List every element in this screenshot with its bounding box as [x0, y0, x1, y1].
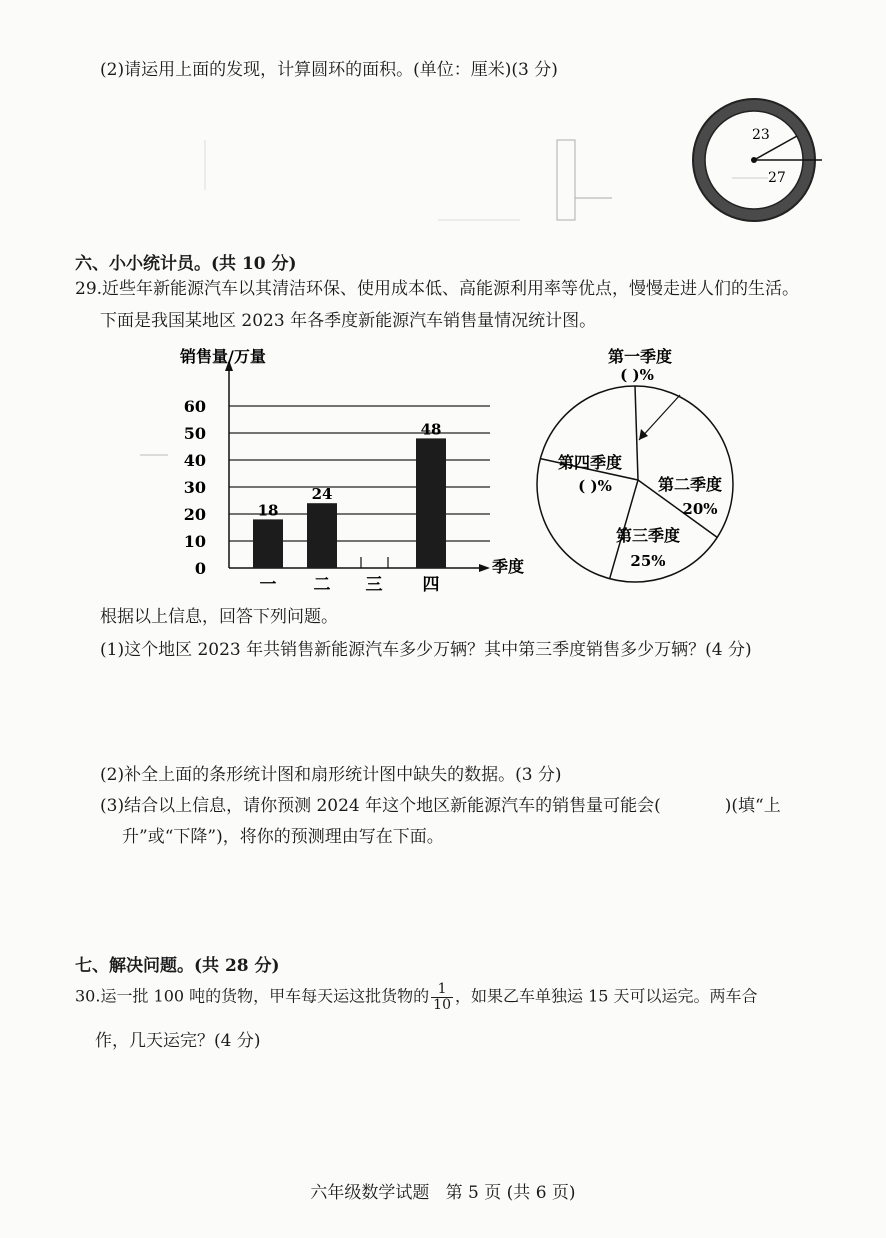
sub-question-3-line1 [100, 796, 781, 816]
y-tick-label: 60 [183, 397, 206, 416]
pie-boundary-q1-start [635, 386, 638, 480]
x-tick-label: 四 [422, 575, 440, 595]
bar-chart [140, 340, 540, 602]
sub-question-1: (1)这个地区 2023 年共销售新能源汽车多少万辆？其中第三季度销售多少万辆？(4 分) [100, 640, 752, 660]
bar-q4 [416, 438, 446, 568]
pie-chart [535, 340, 735, 590]
fraction-numerator: 1 [431, 982, 453, 998]
y-tick-label: 20 [183, 505, 206, 524]
bar-q1 [253, 519, 283, 568]
inner-radius-label: 23 [752, 127, 770, 143]
x-tick-label: 二 [313, 575, 331, 595]
q29-line2: 下面是我国某地区 2023 年各季度新能源汽车销售量情况统计图。 [100, 311, 597, 331]
x-axis-label: 季度 [492, 557, 525, 576]
y-tick-label: 30 [183, 478, 206, 497]
slice-value-q4: ( )% [578, 477, 612, 495]
ring-figure [680, 92, 830, 242]
slice-label-q3: 第三季度 [615, 526, 681, 545]
section6-heading: 六、小小统计员。(共 10 分) [75, 254, 297, 274]
prompt-text: 根据以上信息，回答下列问题。 [100, 607, 338, 627]
slice-value-q1: ( )% [620, 366, 654, 384]
y-tick-label: 0 [194, 559, 206, 578]
y-tick-label: 40 [183, 451, 206, 470]
x-tick-label: 一 [259, 575, 277, 595]
slice-label-q1: 第一季度 [607, 347, 673, 366]
fraction-one-tenth [431, 982, 453, 1012]
slice-label-q2: 第二季度 [657, 475, 723, 494]
x-axis-arrow [479, 564, 490, 572]
q28-part2-text: (2)请运用上面的发现，计算圆环的面积。(单位：厘米)(3 分) [100, 60, 558, 80]
y-tick-label: 50 [183, 424, 206, 443]
fraction-denominator: 10 [433, 996, 451, 1013]
outer-radius-label: 27 [768, 170, 786, 186]
x-tick-label: 三 [365, 575, 383, 595]
bar-q2 [307, 503, 337, 568]
sub-question-2: (2)补全上面的条形统计图和扇形统计图中缺失的数据。(3 分) [100, 765, 562, 785]
slice-value-q2: 20% [682, 500, 718, 518]
bar-data-label: 48 [420, 420, 442, 439]
page-footer: 六年级数学试题 第 5 页 (共 6 页) [310, 1183, 576, 1203]
q30-text-start: 30.运一批 100 吨的货物，甲车每天运这批货物的 [75, 986, 430, 1006]
sub-question-3-line2: 升”或“下降”)，将你的预测理由写在下面。 [122, 827, 444, 847]
sub-question-3-start: (3)结合以上信息，请你预测 2024 年这个地区新能源汽车的销售量可能会( [100, 796, 661, 816]
slice-label-q4: 第四季度 [557, 453, 623, 472]
scan-artifacts [0, 120, 680, 240]
slice-value-q3: 25% [630, 552, 666, 570]
bar-data-label: 18 [257, 501, 279, 520]
q30-line1 [75, 982, 758, 1012]
section7-heading: 七、解决问题。(共 28 分) [75, 956, 280, 976]
y-axis-label: 销售量/万量 [180, 347, 266, 366]
q29-line1: 29.近些年新能源汽车以其清洁环保、使用成本低、高能源利用率等优点，慢慢走进人们的生活。 [75, 279, 800, 299]
pointer-arrowhead [639, 429, 648, 440]
q30-text-end: ，如果乙车单独运 15 天可以运完。两车合 [455, 986, 758, 1006]
bar-data-label: 24 [311, 485, 333, 504]
sub-question-3-end: )(填“上 [724, 796, 781, 816]
q30-line2: 作，几天运完？(4 分) [95, 1031, 261, 1051]
y-tick-label: 10 [183, 532, 206, 551]
